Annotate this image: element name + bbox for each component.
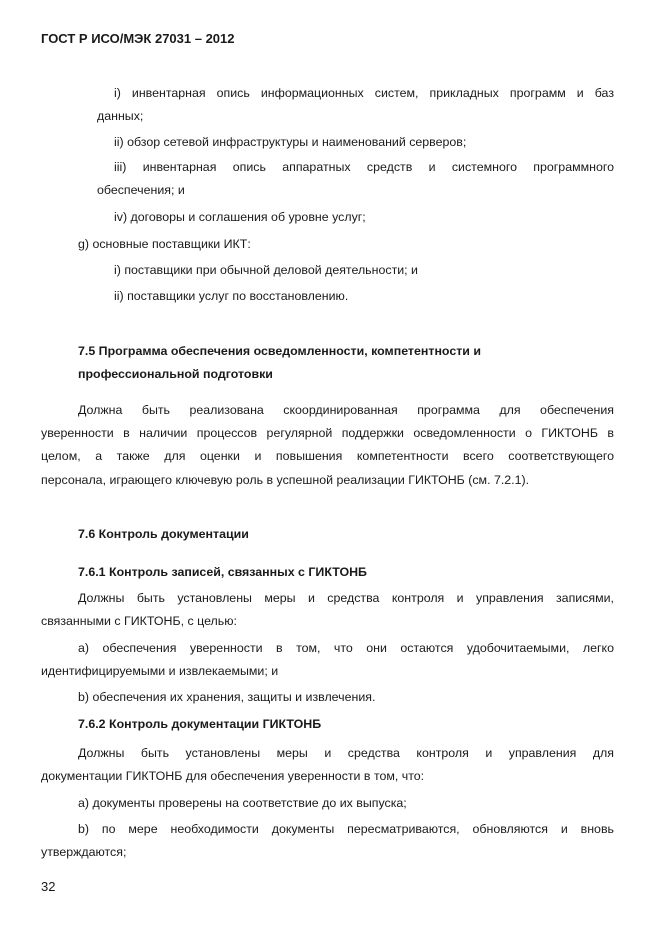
section-7-5-title-line2: профессиональной подготовки bbox=[78, 367, 273, 381]
list-item-iv: iv) договоры и соглашения об уровне услуг; bbox=[114, 210, 366, 224]
list-item-b-2-line2: утверждаются; bbox=[41, 845, 127, 859]
list-item-g: g) основные поставщики ИКТ: bbox=[78, 237, 251, 251]
paragraph-7-6-2-line2: документации ГИКТОНБ для обеспечения уверенности в том, что: bbox=[41, 769, 425, 783]
sublist-item-ii: ii) поставщики услуг по восстановлению. bbox=[114, 289, 349, 303]
list-item-i-line2: данных; bbox=[97, 109, 144, 123]
paragraph-7-5-line4: персонала, играющего ключевую роль в успешной реализации ГИКТОНБ (см. 7.2.1). bbox=[41, 473, 530, 487]
list-item-b-2-line1: b) по мере необходимости документы пересматриваются, обновляются и вновь bbox=[78, 822, 614, 836]
paragraph-7-6-1-line1: Должны быть установлены меры и средства контроля и управления записями, bbox=[78, 591, 614, 605]
list-item-b: b) обеспечения их хранения, защиты и извлечения. bbox=[78, 690, 376, 704]
sublist-item-i: i) поставщики при обычной деловой деятельности; и bbox=[114, 263, 418, 277]
list-item-iii-line1: iii) инвентарная опись аппаратных средств и системного программного bbox=[114, 160, 614, 174]
page-header: ГОСТ Р ИСО/МЭК 27031 – 2012 bbox=[41, 31, 235, 46]
section-7-5-title-line1: 7.5 Программа обеспечения осведомленности, компетентности и bbox=[78, 344, 481, 358]
list-item-a-2: а) документы проверены на соответствие до их выпуска; bbox=[78, 796, 407, 810]
paragraph-7-5-line1: Должна быть реализована скоординированная программа для обеспечения bbox=[78, 403, 614, 417]
page-number: 32 bbox=[41, 879, 56, 894]
list-item-a-line1: а) обеспечения уверенности в том, что они остаются удобочитаемыми, легко bbox=[78, 641, 614, 655]
list-item-iii-line2: обеспечения; и bbox=[97, 183, 185, 197]
list-item-i-line1: i) инвентарная опись информационных систем, прикладных программ и баз bbox=[114, 86, 614, 100]
list-item-ii: ii) обзор сетевой инфраструктуры и наименований серверов; bbox=[114, 135, 467, 149]
paragraph-7-6-1-line2: связанными с ГИКТОНБ, с целью: bbox=[41, 614, 237, 628]
section-7-6-2-title: 7.6.2 Контроль документации ГИКТОНБ bbox=[78, 717, 322, 731]
list-item-a-line2: идентифицируемыми и извлекаемыми; и bbox=[41, 664, 279, 678]
paragraph-7-5-line2: уверенности в наличии процессов регулярной поддержки осведомленности о ГИКТОНБ в bbox=[41, 426, 614, 440]
paragraph-7-6-2-line1: Должны быть установлены меры и средства контроля и управления для bbox=[78, 746, 614, 760]
paragraph-7-5-line3: целом, а также для оценки и повышения компетентности всего соответствующего bbox=[41, 449, 614, 463]
section-7-6-1-title: 7.6.1 Контроль записей, связанных с ГИКТОНБ bbox=[78, 565, 367, 579]
section-7-6-title: 7.6 Контроль документации bbox=[78, 527, 249, 541]
